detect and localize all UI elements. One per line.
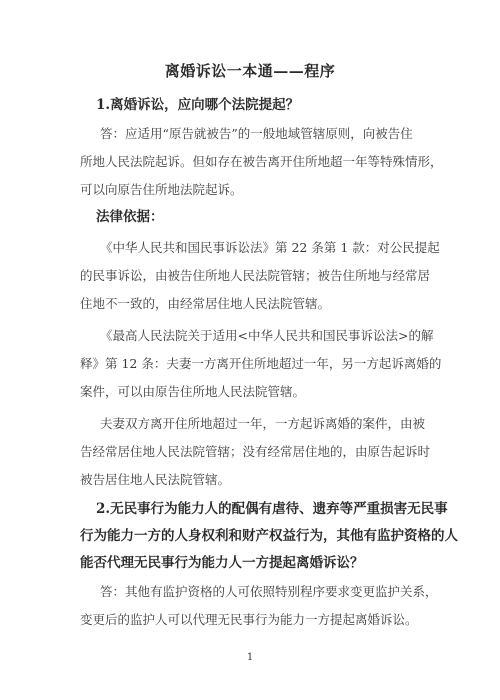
- question-1-answer: [80, 120, 443, 204]
- document-title: 离婚诉讼一本通——程序: [164, 62, 336, 80]
- legal-basis-paragraph-1: [80, 234, 440, 318]
- paragraph-line: 的民事诉讼，由被告住所地人民法院管辖；被告住所地与经常居: [80, 268, 431, 283]
- legal-basis-heading: 法律依据：: [96, 209, 164, 225]
- legal-basis-paragraph-3: [80, 410, 431, 494]
- question-2-answer: [80, 578, 438, 634]
- paragraph-line: 《中华人民共和国民事诉讼法》第 22 条第 1 款：对公民提起: [100, 240, 440, 255]
- paragraph-line: 告经常居住地人民法院管辖；没有经常居住地的，由原告起诉时: [80, 444, 431, 459]
- paragraph-line: 案件，可以由原告住所地人民法院管辖。: [80, 384, 306, 399]
- paragraph-line: 夫妻双方离开住所地超过一年，一方起诉离婚的案件，由被: [100, 416, 426, 431]
- paragraph-line: 所地人民法院起诉。但如存在被告离开住所地超一年等特殊情形，: [80, 154, 443, 169]
- paragraph-line: 可以向原告住所地法院起诉。: [80, 182, 243, 197]
- paragraph-line: 释》第 12 条：夫妻一方离开住所地超过一年，另一方起诉离婚的: [80, 356, 442, 371]
- question-2-heading: [80, 496, 458, 577]
- paragraph-line: 住地不一致的，由经常居住地人民法院管辖。: [80, 296, 331, 311]
- paragraph-line: 《最高人民法院关于适用<中华人民共和国民事诉讼法>的解: [100, 328, 434, 343]
- paragraph-line: 答：应适用“原告就被告”的一般地域管辖原则，向被告住: [100, 126, 413, 141]
- paragraph-line: 答：其他有监护资格的人可依照特别程序要求变更监护关系，: [100, 584, 438, 599]
- heading-line: 能否代理无民事行为能力人一方提起离婚诉讼？: [80, 555, 364, 571]
- paragraph-line: 变更后的监护人可以代理无民事行为能力一方提起离婚诉讼。: [80, 612, 418, 627]
- question-1-heading: 1.离婚诉讼，应向哪个法院提起？: [96, 97, 300, 113]
- legal-basis-paragraph-2: [80, 322, 442, 406]
- heading-line: 行为能力一方的人身权利和财产权益行为，其他有监护资格的人: [80, 528, 458, 544]
- page-number: 1: [246, 652, 254, 663]
- heading-line: 2.无民事行为能力人的配偶有虐待、遗弃等严重损害无民事: [96, 501, 448, 517]
- paragraph-line: 被告居住地人民法院管辖。: [80, 472, 231, 487]
